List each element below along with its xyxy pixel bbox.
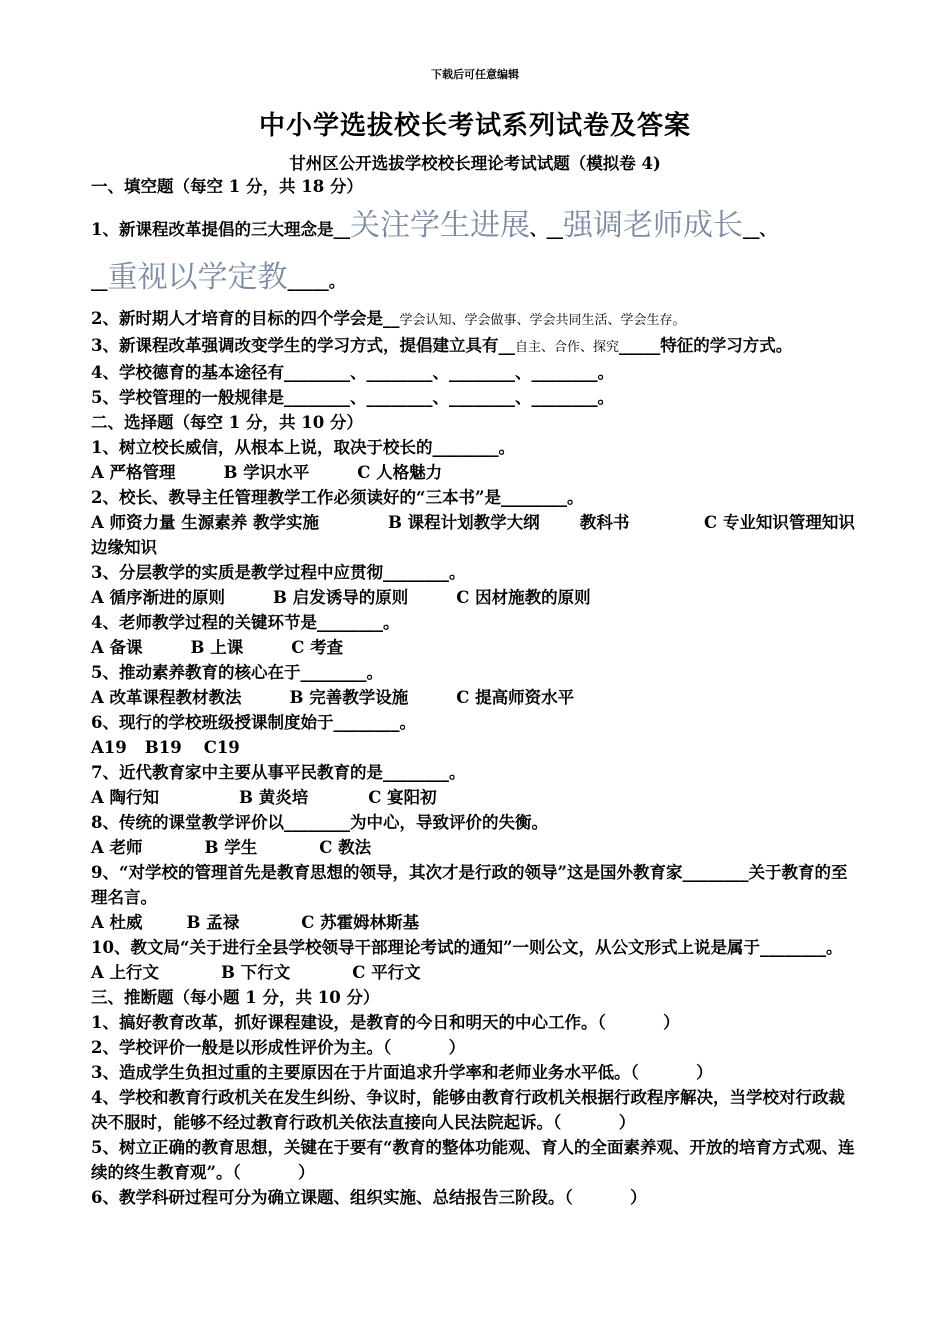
q3-prefix: 3、新课程改革强调改变学生的学习方式，提倡建立具有__	[91, 336, 515, 355]
option-c: C 教法	[319, 838, 372, 857]
q3-suffix: _____特征的学习方式。	[619, 336, 793, 355]
q1-pre-3: __	[91, 272, 108, 291]
option-c: C 考查	[291, 638, 344, 657]
option-c: C 宴阳初	[368, 788, 437, 807]
q2-answer: 学会认知、学会做事、学会共同生活、学会生存。	[399, 313, 686, 328]
choice-options	[91, 735, 861, 760]
q3-answer: 自主、合作、探究	[514, 340, 619, 355]
fill-question-5: 5、学校管理的一般规律是________、________、________、________。	[91, 388, 614, 407]
option-c: C19	[203, 738, 240, 757]
choice-options	[91, 635, 861, 660]
choice-question: 2、校长、教导主任管理教学工作必须读好的“三本书”是________。	[91, 488, 584, 507]
q1-sep-1: 、__	[529, 220, 563, 239]
judgment-question: 5、树立正确的教育思想，关键在于要有“教育的整体功能观、育人的全面素养观、开放的培育方式观、连续的终生教育观”。（ ）	[91, 1138, 855, 1182]
q1-answer-1: 关注学生进展	[349, 208, 530, 243]
choice-options	[91, 960, 861, 985]
option-c: C 提高师资水平	[456, 688, 575, 707]
option-a: A 严格管理	[91, 463, 176, 482]
option-b: B 学识水平	[223, 463, 310, 482]
judgment-question: 3、造成学生负担过重的主要原因在于片面追求升学率和老师业务水平低。（ ）	[91, 1063, 713, 1082]
choice-question: 9、“对学校的管理首先是教育思想的领导，其次才是行政的领导”这是国外教育家________关于教育的至理名言。	[91, 863, 848, 907]
choice-question: 6、现行的学校班级授课制度始于________。	[91, 713, 416, 732]
q1-suffix: _____。	[287, 272, 346, 291]
option-a: A 上行文	[91, 963, 160, 982]
judgment-question: 2、学校评价一般是以形成性评价为主。（ ）	[91, 1038, 466, 1057]
section2-heading: 二、选择题（每空 1 分，共 10 分）	[91, 413, 363, 432]
fill-question-2	[91, 306, 861, 333]
option-b: B19	[144, 738, 182, 757]
option-b: B 学生	[204, 838, 258, 857]
choice-options	[91, 460, 861, 485]
q1-prefix: 1、新课程改革提倡的三大理念是__	[91, 220, 350, 239]
option-c: C 平行文	[352, 963, 421, 982]
choice-question: 5、推动素养教育的核心在于________。	[91, 663, 383, 682]
choice-options	[91, 585, 861, 610]
option-c: C 因材施教的原则	[456, 588, 591, 607]
section1-heading: 一、填空题（每空 1 分，共 18 分）	[91, 177, 363, 196]
exam-body	[91, 174, 861, 1210]
header-note: 下载后可任意编辑	[431, 68, 519, 81]
option-b: B 上课	[190, 638, 244, 657]
page-title: 中小学选拔校长考试系列试卷及答案	[258, 111, 691, 141]
option-a: A 改革课程教材教法	[91, 688, 242, 707]
option-b: B 启发诱导的原则	[273, 588, 409, 607]
judgment-question: 1、搞好教育改革，抓好课程建设，是教育的今日和明天的中心工作。（ ）	[91, 1013, 680, 1032]
option-a: A19	[91, 738, 127, 757]
choice-options: A 师资力量 生源素养 教学实施 B 课程计划教学大纲 教科书 C 专业知识管理知识 边缘知识	[91, 513, 861, 557]
choice-options	[91, 785, 861, 810]
option-b: B 下行文	[221, 963, 291, 982]
option-a: A 杜威	[91, 913, 143, 932]
option-c: C 苏霍姆林斯基	[301, 913, 420, 932]
q1-answer-2: 强调老师成长	[562, 208, 743, 243]
option-b: B 黄炎培	[239, 788, 309, 807]
fill-question-4: 4、学校德育的基本途径有________、________、________、________。	[91, 363, 614, 382]
option-c: C 人格魅力	[357, 463, 443, 482]
option-a: A 陶行知	[91, 788, 160, 807]
q1-sep-2: __、	[742, 220, 776, 239]
choice-question: 4、老师教学过程的关键环节是________。	[91, 613, 400, 632]
option-b: B 孟禄	[186, 913, 240, 932]
choice-options	[91, 685, 861, 710]
choice-options	[91, 835, 861, 860]
judgment-question: 6、教学科研过程可分为确立课题、组织实施、总结报告三阶段。（ ）	[91, 1188, 647, 1207]
option-b: B 完善教学设施	[289, 688, 409, 707]
choice-question: 7、近代教育家中主要从事平民教育的是________。	[91, 763, 466, 782]
choice-question: 8、传统的课堂教学评价以________为中心，导致评价的失衡。	[91, 813, 548, 832]
choice-question: 3、分层教学的实质是教学过程中应贯彻________。	[91, 563, 466, 582]
option-a: A 老师	[91, 838, 143, 857]
q2-prefix: 2、新时期人才培育的目标的四个学会是__	[91, 309, 400, 328]
page-subtitle: 甘州区公开选拔学校校长理论考试试题（模拟卷 4)	[289, 154, 661, 173]
choice-question: 1、树立校长威信，从根本上说，取决于校长的________。	[91, 438, 515, 457]
choice-options	[91, 910, 861, 935]
choice-question: 10、教文局“关于进行全县学校领导干部理论考试的通知”一则公文，从公文形式上说是属于________。	[91, 938, 843, 957]
fill-question-1	[91, 202, 861, 306]
judgment-question: 4、学校和教育行政机关在发生纠纷、争议时，能够由教育行政机关根据行政程序解决，当学校对行政裁决不服时，能够不经过教育行政机关依法直接向人民法院起诉。（ ）	[91, 1088, 845, 1132]
q1-answer-3: 重视以学定教	[107, 260, 288, 295]
option-a: A 备课	[91, 638, 143, 657]
option-a: A 循序渐进的原则	[91, 588, 226, 607]
section3-heading: 三、推断题（每小题 1 分，共 10 分）	[91, 988, 380, 1007]
fill-question-3	[91, 333, 861, 360]
